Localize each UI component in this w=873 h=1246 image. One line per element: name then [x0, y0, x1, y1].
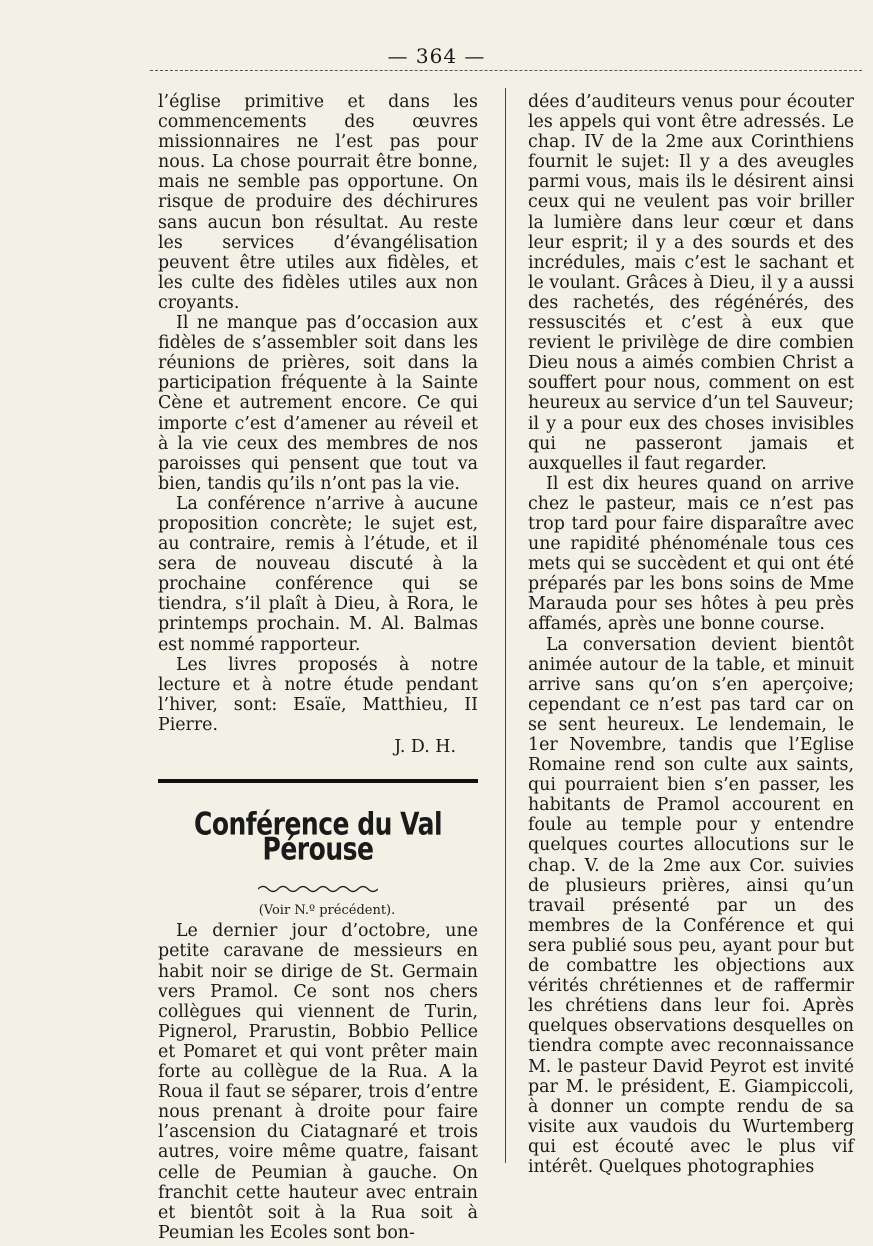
section-divider — [158, 779, 478, 783]
reference-note: (Voir N.º précédent). — [258, 903, 396, 919]
right-paragraph-3: La conversation devient bientôt animée autour de la table, et minuit arrive sans qu’on s’en aperçoive; cependant ce n’est pas tard car on se sent heureux. Le lendemain, le 1er Novembre, tandis que l’Eglise Romaine rend son culte aux saints, qui pourraient bien s’en passer, les habitants de Pramol accourent en foule au temple pour y entendre quelques courtes allocutions sur le chap. V. de la 2me aux Cor. suivies de plusieurs prières, ainsi qu’un travail présenté par un des membres de la Conférence et qui sera publié sous peu, ayant pour but de combattre les objections aux vérités chrétiennes et de raffermir les chrétiens dans leur foi. Après quelques observations desquelles on tiendra compte avec reconnaissance M. le pasteur David Peyrot est invité par M. le président, E. Giampiccoli, à donner un compte rendu de sa visite aux vaudois du Wurtemberg qui est écouté avec le plus vif intérêt. Quelques photographies — [528, 634, 854, 1177]
left-paragraph-4: Les livres proposés à notre lecture et à notre étude pendant l’hiver, sont: Esaïe, Matthieu, II Pierre. — [158, 654, 478, 735]
signature: J. D. H. — [394, 737, 456, 757]
page-number: — 364 — — [387, 44, 486, 68]
left-column — [158, 92, 478, 1243]
right-paragraph-2: Il est dix heures quand on arrive chez le pasteur, mais ce n’est pas trop tard pour faire disparaître avec une rapidité phénoménale tous ces mets qui se succèdent et qui ont été préparés par les bons soins de Mme Marauda pour ses hôtes à peu près affamés, après une bonne course. — [528, 473, 854, 635]
left-paragraph-5: Le dernier jour d’octobre, une petite caravane de messieurs en habit noir se dirige de St. Germain vers Pramol. Ce sont nos chers collègues qui viennent de Turin, Pignerol, Prarustin, Bobbio Pellice et Pomaret et qui vont prêter main forte au collègue de la Rua. A la Roua il faut se séparer, trois d’entre nous prenant à droite pour faire l’ascension du Ciatagnaré et trois autres, voire même quatre, faisant celle de Peumian à gauche. On franchit cette hauteur avec entrain et bientôt soit à la Rua soit à Peumian les Ecoles sont bon- — [158, 921, 478, 1243]
header-rule — [150, 70, 862, 71]
left-paragraph-3: La conférence n’arrive à aucune proposition concrète; le sujet est, au contraire, remis à l’étude, et il sera de nouveau discuté à la prochaine conférence qui se tiendra, s’il plaît à Dieu, à Rora, le printemps prochain. M. Al. Balmas est nommé rapporteur. — [158, 493, 478, 655]
ornament-squiggle — [158, 879, 478, 889]
right-column — [528, 92, 854, 1177]
column-divider — [505, 88, 506, 1163]
left-paragraph-2: Il ne manque pas d’occasion aux fidèles de s’assembler soit dans les réunions de prières, soit dans la participation fréquente à la Sainte Cène et autrement encore. Ce qui importe c’est d’amener au réveil et à la vie ceux des membres de nos paroisses qui pensent que tout va bien, tandis qu’ils n’ont pas la vie. — [158, 313, 478, 494]
right-paragraph-1: dées d’auditeurs venus pour écouter les appels qui vont être adressés. Le chap. IV de la 2me aux Corinthiens fournit le sujet: Il y a des aveugles parmi vous, mais ils le désirent ainsi ceux qui ne veulent pas voir briller la lumière dans leur cœur et dans leur esprit; il y a des sourds et des incrédules, mais c’est le sachant et le voulant. Grâces à Dieu, il y a aussi des rachetés, des régénérés, des ressuscités et c’est à eux que revient le privilège de dire combien Dieu nous a aimés combien Christ a souffert pour nous, comment on est heureux au service d’un tel Sauveur; il y a pour eux des choses invisibles qui ne passeront jamais et auxquelles il faut regarder. — [528, 92, 854, 474]
left-paragraph-1: l’église primitive et dans les commencements des œuvres missionnaires ne l’est pas pour nous. La chose pourrait être bonne, mais ne semble pas opportune. On risque de produire des déchirures sans aucun bon résultat. Au reste les services d’évangélisation peuvent être utiles aux fidèles, et les culte des fidèles utiles aux non croyants. — [158, 92, 478, 313]
section-title: Conférence du Val Pérouse — [193, 805, 443, 868]
